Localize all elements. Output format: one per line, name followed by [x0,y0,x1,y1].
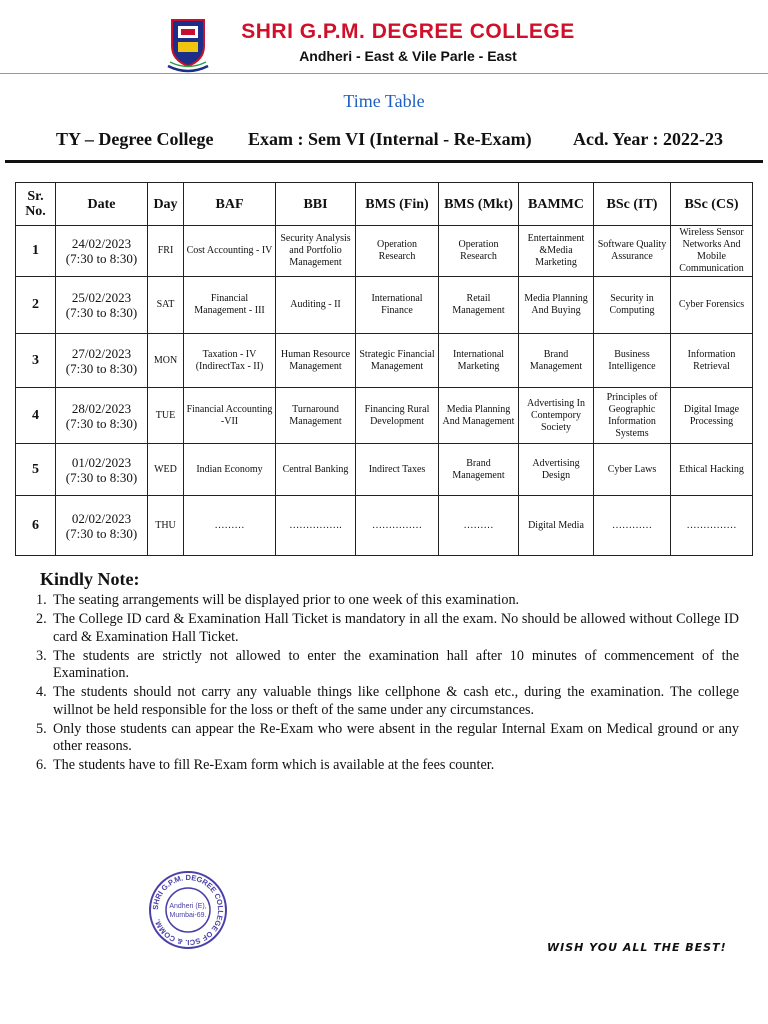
subject-cell: Operation Research [356,226,439,277]
col-header: BMS (Mkt) [439,183,519,226]
subject-cell: Financial Management - III [184,277,276,334]
college-stamp-icon [148,870,228,950]
subject-cell: Digital Media [519,496,594,556]
date-cell [56,277,148,334]
subject-cell: Taxation - IV (IndirectTax - II) [184,334,276,388]
sr-no-cell: 5 [16,444,56,496]
col-header: Sr. No. [16,183,56,226]
list-item [36,757,739,775]
list-item [36,648,739,683]
date-text: 02/02/2023 [71,510,132,526]
col-header: BSc (CS) [671,183,753,226]
subject-cell: Central Banking [276,444,356,496]
closing-message: WISH YOU ALL THE BEST! [547,941,727,954]
subject-cell: Advertising In Contempory Society [519,388,594,444]
list-item [36,592,739,610]
list-item [36,611,739,646]
time-text: (7:30 to 8:30) [65,251,138,266]
subject-cell: Cyber Laws [594,444,671,496]
time-text: (7:30 to 8:30) [65,525,138,541]
day-cell: FRI [148,226,184,277]
note-text: The students should not carry any valuable things like cellphone & cash etc., during the examination. The college willnot be held responsible for the loss or theft of the same under any circumstances. [53,684,739,718]
subject-cell: Turnaround Management [276,388,356,444]
stamp-inner-line-2: Mumbai-69. [169,912,207,919]
list-item [36,684,739,719]
class-label: TY – Degree College [56,129,214,149]
note-text: The College ID card & Examination Hall Ticket is mandatory in all the exam. No should be allowed without College ID card & Examination Hall Ticket. [53,611,739,645]
note-number: 4. [36,684,47,700]
subject-cell: Cyber Forensics [671,277,753,334]
date-cell [56,226,148,277]
subject-cell: Retail Management [439,277,519,334]
subject-cell: International Marketing [439,334,519,388]
note-text: The students are strictly not allowed to enter the examination hall after 10 minutes of commencement of the Examination. [53,647,739,681]
note-number: 3. [36,647,47,664]
sr-no-cell: 4 [16,388,56,444]
col-header: Date [56,183,148,226]
subject-cell: Operation Research [439,226,519,277]
page-header [0,0,768,74]
subject-cell: Wireless Sensor Networks And Mobile Communication [671,226,753,277]
subject-cell: Human Resource Management [276,334,356,388]
note-number: 1. [36,592,47,608]
date-text: 28/02/2023 [71,400,132,416]
table-row [16,496,753,556]
date-cell [56,496,148,556]
subject-cell: Brand Management [519,334,594,388]
col-header: BMS (Fin) [356,183,439,226]
subject-cell: Media Planning And Management [439,388,519,444]
subject-cell: Auditing - II [276,277,356,334]
note-number: 5. [36,720,47,737]
subject-cell: Financial Accounting -VII [184,388,276,444]
date-text: 27/02/2023 [71,345,132,361]
academic-year-label: Acd. Year : 2022-23 [573,129,723,149]
subject-cell: …………… [356,496,439,556]
subject-cell: Security Analysis and Portfolio Management [276,226,356,277]
table-header-row [16,183,753,226]
date-text: 24/02/2023 [71,236,132,251]
college-crest-icon [166,16,210,74]
time-text: (7:30 to 8:30) [65,305,138,320]
day-cell: WED [148,444,184,496]
date-text: 01/02/2023 [71,454,132,470]
table-row [16,277,753,334]
sr-no-cell: 1 [16,226,56,277]
table-row [16,388,753,444]
header-divider [0,73,768,74]
list-item [36,721,739,756]
col-header: Day [148,183,184,226]
time-text: (7:30 to 8:30) [65,415,138,431]
subject-cell: Indirect Taxes [356,444,439,496]
subject-cell: Information Retrieval [671,334,753,388]
subject-cell: International Finance [356,277,439,334]
day-cell: TUE [148,388,184,444]
subject-cell: Advertising Design [519,444,594,496]
day-cell: THU [148,496,184,556]
sr-no-cell: 6 [16,496,56,556]
subject-cell: Strategic Financial Management [356,334,439,388]
note-number: 6. [36,757,47,773]
subject-cell: Business Intelligence [594,334,671,388]
subject-cell: Entertainment &Media Marketing [519,226,594,277]
table-row [16,334,753,388]
subject-cell: ……… [439,496,519,556]
exam-label: Exam : Sem VI (Internal - Re-Exam) [248,129,532,149]
page-title: Time Table [343,91,425,111]
date-cell [56,334,148,388]
note-number: 2. [36,611,47,627]
notes-list [36,592,739,776]
subject-cell: Software Quality Assurance [594,226,671,277]
subject-cell: ……… [184,496,276,556]
table-row [16,226,753,277]
day-cell: MON [148,334,184,388]
subject-cell: Principles of Geographic Information Systems [594,388,671,444]
stamp-outer-text: SHRI G.P.M. DEGREE COLLEGE OF SCI. & COMM. [150,872,226,948]
note-text: The students have to fill Re-Exam form which is available at the fees counter. [53,757,495,773]
time-text: (7:30 to 8:30) [65,360,138,376]
col-header: BAMMC [519,183,594,226]
col-header: BSc (IT) [594,183,671,226]
subject-cell: …………… [671,496,753,556]
sr-no-cell: 3 [16,334,56,388]
date-cell [56,444,148,496]
title-divider [5,160,763,163]
timetable [15,182,753,556]
college-location: Andheri - East & Vile Parle - East [299,48,517,64]
subject-cell: ……………. [276,496,356,556]
subject-cell: Indian Economy [184,444,276,496]
time-text: (7:30 to 8:30) [65,469,138,485]
subject-cell: Ethical Hacking [671,444,753,496]
subject-cell: Media Planning And Buying [519,277,594,334]
subject-cell: Brand Management [439,444,519,496]
subject-cell: ………… [594,496,671,556]
subject-cell: Digital Image Processing [671,388,753,444]
stamp-inner-line-1: Andheri (E), [169,903,207,910]
day-cell: SAT [148,277,184,334]
table-row [16,444,753,496]
note-text: Only those students can appear the Re-Exam who were absent in the regular Internal Exam on Medical ground or any other reasons. [53,720,739,754]
sr-no-cell: 2 [16,277,56,334]
subject-cell: Financing Rural Development [356,388,439,444]
notes-title: Kindly Note: [40,569,140,589]
subject-cell: Security in Computing [594,277,671,334]
col-header: BAF [184,183,276,226]
note-text: The seating arrangements will be displayed prior to one week of this examination. [53,592,520,608]
college-name: SHRI G.P.M. DEGREE COLLEGE [241,20,575,43]
col-header: BBI [276,183,356,226]
date-text: 25/02/2023 [71,290,132,305]
date-cell [56,388,148,444]
svg-text:SHRI G.P.M. DEGREE COLLEGE OF [151,873,225,947]
subject-cell: Cost Accounting - IV [184,226,276,277]
